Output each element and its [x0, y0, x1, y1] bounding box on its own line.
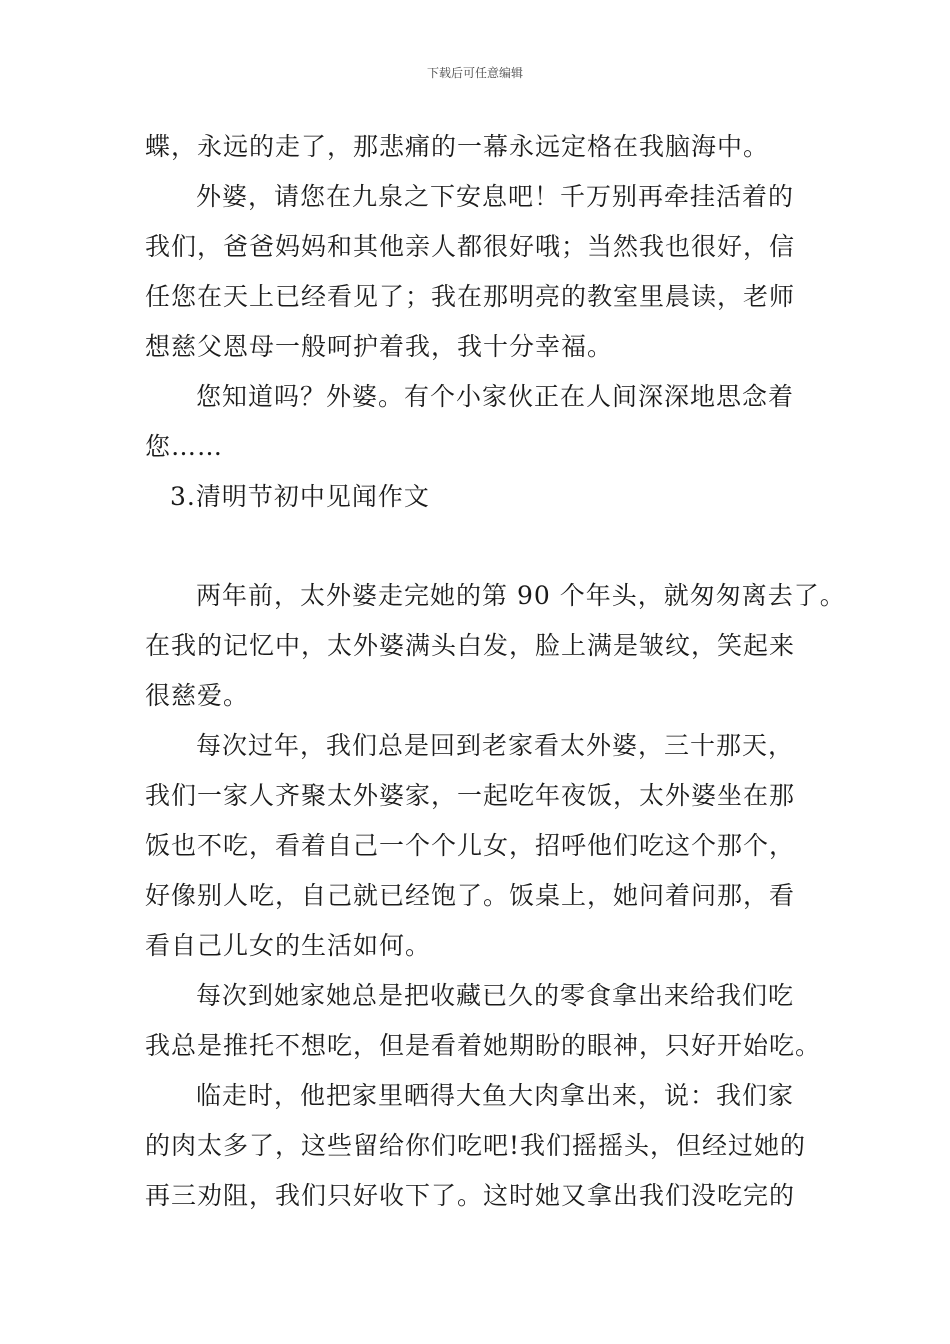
- text-line: 我们一家人齐聚太外婆家，一起吃年夜饭，太外婆坐在那: [145, 781, 796, 810]
- text-line: 饭也不吃，看着自己一个个儿女，招呼他们吃这个那个，: [145, 831, 796, 860]
- text-line: 好像别人吃，自己就已经饱了。饭桌上，她问着问那，看: [145, 881, 796, 910]
- text-line: 外婆，请您在九泉之下安息吧！千万别再牵挂活着的: [196, 182, 795, 211]
- text-line: 临走时，他把家里晒得大鱼大肉拿出来，说：我们家: [196, 1081, 795, 1110]
- text-line: 在我的记忆中，太外婆满头白发，脸上满是皱纹，笑起来: [145, 631, 796, 660]
- text-line: 再三劝阻，我们只好收下了。这时她又拿出我们没吃完的: [145, 1181, 796, 1210]
- text-line: 两年前，太外婆走完她的第 90 个年头，就匆匆离去了。: [196, 581, 846, 610]
- page-header-note: 下载后可任意编辑: [426, 66, 523, 80]
- section-heading: 3.清明节初中见闻作文: [170, 482, 430, 511]
- text-line: 想慈父恩母一般呵护着我，我十分幸福。: [145, 332, 614, 361]
- text-line: 很慈爱。: [145, 681, 250, 710]
- text-line: 每次到她家她总是把收藏已久的零食拿出来给我们吃: [196, 981, 795, 1010]
- text-line: 您……: [145, 432, 224, 461]
- text-line: 的肉太多了，这些留给你们吃吧!我们摇摇头，但经过她的: [145, 1131, 807, 1160]
- text-line: 每次过年，我们总是回到老家看太外婆，三十那天，: [196, 731, 795, 760]
- text-line: 蝶，永远的走了，那悲痛的一幕永远定格在我脑海中。: [145, 132, 770, 161]
- text-line: 任您在天上已经看见了；我在那明亮的教室里晨读，老师: [145, 282, 796, 311]
- text-line: 我们，爸爸妈妈和其他亲人都很好哦；当然我也很好，信: [145, 232, 796, 261]
- text-line: 您知道吗？外婆。有个小家伙正在人间深深地思念着: [196, 382, 795, 411]
- text-line: 看自己儿女的生活如何。: [145, 931, 432, 960]
- text-line: 我总是推托不想吃，但是看着她期盼的眼神，只好开始吃。: [145, 1031, 822, 1060]
